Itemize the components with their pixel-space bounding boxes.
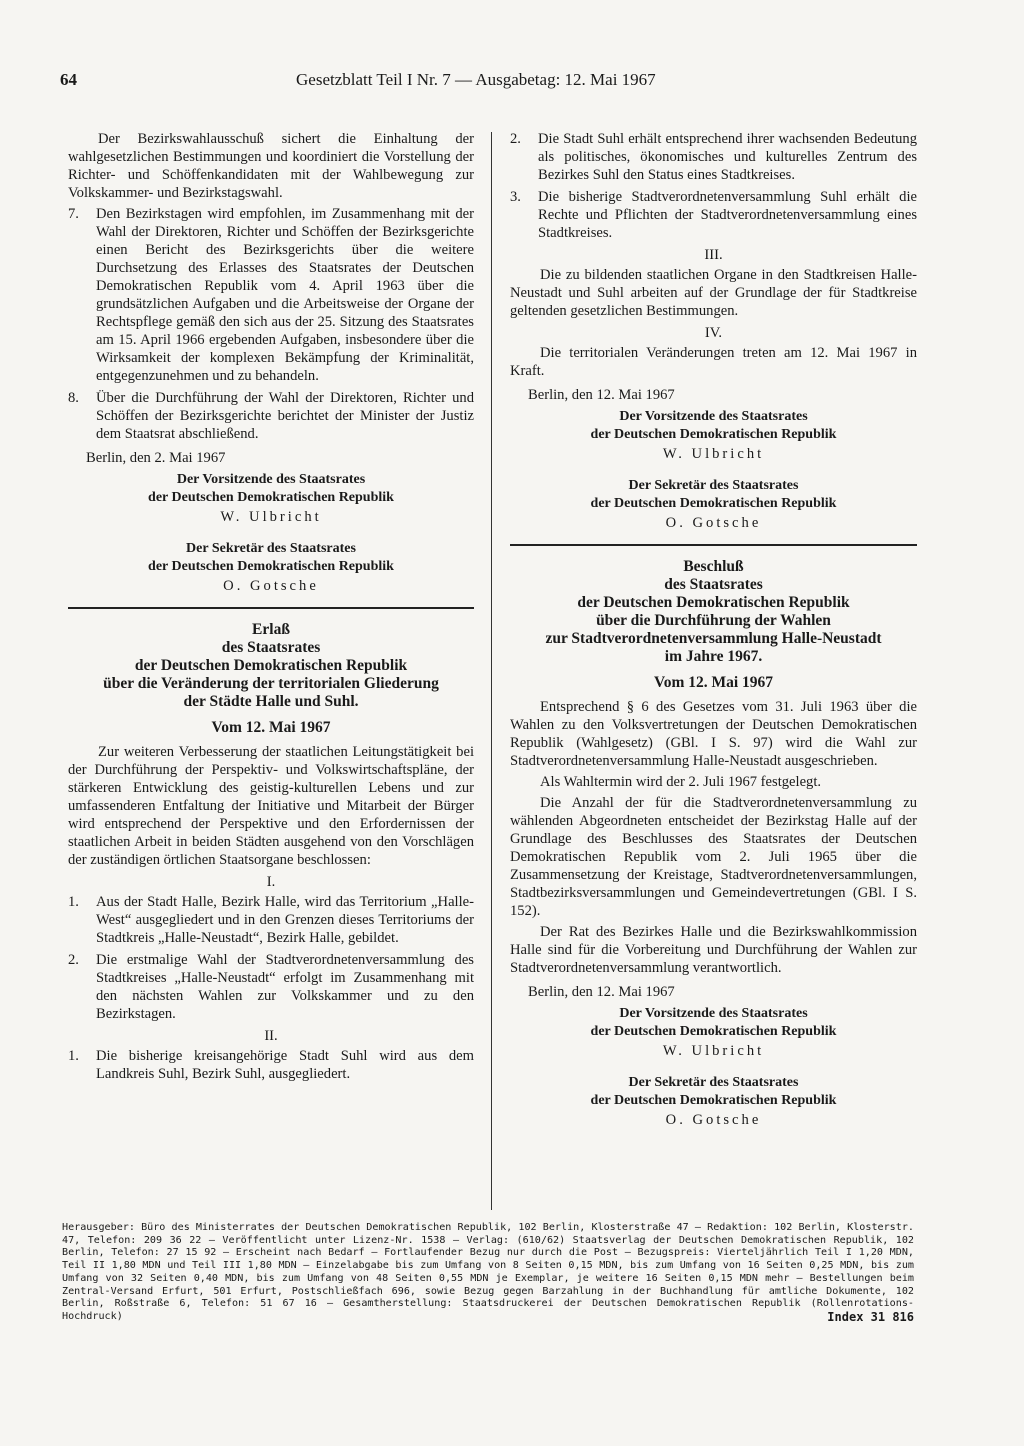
signature-title: Der Sekretär des Staatsrates xyxy=(628,1075,799,1090)
signature-block xyxy=(510,1005,917,1060)
section-heading: IV. xyxy=(704,325,723,341)
page-number: 64 xyxy=(60,70,77,89)
list-item xyxy=(510,188,917,242)
right-column xyxy=(510,130,917,1129)
item-text: Die bisherige kreisangehörige Stadt Suhl wird aus dem Landkreis Suhl, Bezirk Suhl, ausgegliedert. xyxy=(96,1048,474,1082)
item-text: Die bisherige Stadtverordnetenversammlung Suhl erhält die Rechte und Pflichten der Stadtverordnetenversammlung eines Stadtkreises. xyxy=(538,189,917,241)
place-date: Berlin, den 12. Mai 1967 xyxy=(528,387,675,403)
section-rule xyxy=(68,607,474,609)
imprint-text: Herausgeber: Büro des Ministerrates der Deutschen Demokratischen Republik, 102 Berlin, Klosterstraße 47 — Redaktion: 102 Berlin, Klosterstr. 47, Telefon: 209 36 22 — Veröffentlicht unter Lizenz-Nr. 1538 — Verlag: (610/62) Staatsverlag der Deutschen Demokratischen Republik, 102 Berlin, Telefon: 27 15 92 — Erscheint nach Bedarf — Fortlaufender Bezug nur durch die Post — Bezugspreis: Vierteljährlich Teil I 1,20 MDN, Teil II 1,80 MDN und Teil III 1,80 MDN — Einzelabgabe bis zum Umfang von 8 Seiten 0,15 MDN, bis zum Umfang von 16 Seiten 0,25 MDN, bis zum Umfang von 32 Seiten 0,40 MDN, bis zum Umfang von 48 Seiten 0,55 MDN je Exemplar, je weitere 16 Seiten 0,15 MDN mehr — Bestellungen beim Zentral-Versand Erfurt, 501 Erfurt, Postschließfach 696, sowie Bezug gegen Barzahlung in der Buchhandlung für amtliche Dokumente, 102 Berlin, Roßstraße 6, Telefon: 51 67 16 — Gesamtherstellung: Staatsdruckerei der Deutschen Demokratischen Republik (Rollenrotations-Hochdruck) xyxy=(62,1222,914,1322)
signature-title: der Deutschen Demokratischen Republik xyxy=(590,1093,837,1108)
section-heading: I. xyxy=(266,874,276,890)
list-item xyxy=(68,893,474,947)
signature-block xyxy=(510,477,917,532)
title-line: über die Durchführung der Wahlen xyxy=(596,612,831,629)
signature-title: der Deutschen Demokratischen Republik xyxy=(148,490,394,505)
running-title: Gesetzblatt Teil I Nr. 7 — Ausgabetag: 12. Mai 1967 xyxy=(296,70,656,89)
index-number: Index 31 816 xyxy=(819,1311,914,1324)
signature-title: der Deutschen Demokratischen Republik xyxy=(590,427,837,442)
title-line: des Staatsrates xyxy=(221,639,321,656)
signature-block xyxy=(68,471,474,526)
signature-title: Der Vorsitzende des Staatsrates xyxy=(619,1006,808,1021)
signature-name: O. Gotsche xyxy=(665,515,762,531)
item-number: 2. xyxy=(68,952,79,968)
list-item xyxy=(68,1047,474,1083)
item-text: Den Bezirkstagen wird empfohlen, im Zusammenhang mit der Wahl der Direktoren, Richter und Schöffen der Bezirksgerichte einen Bericht des Bezirksgerichts über die weitere Durchsetzung des Erlasses des Staatsrates der Deutschen Demokratischen Republik vom 4. April 1963 über die grundsätzlichen Aufgaben und die Arbeitsweise der Organe der Rechtspflege gemäß den sich aus der 25. Sitzung des Staatsrates am 15. April 1966 ergebenden Aufgaben, insbesondere über die Wirksamkeit der komplexen Bekämpfung der Kriminalität, entgegenzunehmen und zu behandeln. xyxy=(96,206,474,384)
title-line: der Städte Halle und Suhl. xyxy=(183,693,359,710)
list-item xyxy=(510,130,917,184)
title-line: über die Veränderung der territorialen Gliederung xyxy=(103,675,439,692)
section-heading: III. xyxy=(704,247,723,263)
list-item xyxy=(68,389,474,443)
item-text: Aus der Stadt Halle, Bezirk Halle, wird das Territorium „Halle-West“ ausgegliedert und in den Grenzen dieses Territoriums der Stadtkreis „Halle-Neustadt“, Bezirk Halle, gebildet. xyxy=(96,894,474,946)
item-number: 2. xyxy=(510,131,521,147)
title-line: Erlaß xyxy=(252,621,290,638)
title-line: der Deutschen Demokratischen Republik xyxy=(134,657,408,674)
signature-title: der Deutschen Demokratischen Republik xyxy=(148,559,394,574)
preamble-paragraph: Zur weiteren Verbesserung der staatlichen Leitungstätigkeit bei der Durchführung der Perspektiv- und Volkswirtschaftspläne, der stärkeren Entwicklung des geistig-kulturellen Lebens und zur umfassenderen Entfaltung der Initiative und Mitarbeit der Bürger wird entsprechend der Perspektive und den Erfordernissen der staatlichen Arbeit in beiden Städten ausgehend von den Vorschlägen der zuständigen örtlichen Staatsorgane beschlossen: xyxy=(68,744,474,868)
item-number: 1. xyxy=(68,1048,79,1064)
title-line: der Deutschen Demokratischen Republik xyxy=(577,594,850,611)
signature-name: W. Ulbricht xyxy=(662,1043,765,1059)
resolution-paragraph: Als Wahltermin wird der 2. Juli 1967 festgelegt. xyxy=(540,774,822,790)
title-line: des Staatsrates xyxy=(664,576,763,593)
item-number: 8. xyxy=(68,390,79,406)
signature-name: O. Gotsche xyxy=(665,1112,762,1128)
signature-block xyxy=(510,408,917,463)
place-date: Berlin, den 2. Mai 1967 xyxy=(86,450,226,466)
decree-title xyxy=(68,621,474,711)
resolution-paragraph: Entsprechend § 6 des Gesetzes vom 31. Juli 1963 über die Wahlen zu den Volksvertretungen der Deutschen Demokratischen Republik (Wahlgesetz) (GBl. I S. 97) wird die Wahl zur Stadtverordnetenversammlung Halle-Neustadt ausgeschrieben. xyxy=(510,699,917,769)
section-rule xyxy=(510,544,917,546)
signature-block xyxy=(510,1074,917,1129)
signature-name: W. Ulbricht xyxy=(220,509,322,525)
signature-title: Der Vorsitzende des Staatsrates xyxy=(619,409,808,424)
resolution-title xyxy=(510,558,917,666)
item-number: 7. xyxy=(68,206,79,222)
item-text: Über die Durchführung der Wahl der Direktoren, Richter und Schöffen der Bezirksgerichte berichtet der Minister der Justiz dem Staatsrat abschließend. xyxy=(96,390,474,442)
place-date: Berlin, den 12. Mai 1967 xyxy=(528,984,675,1000)
signature-block xyxy=(68,540,474,595)
column-divider xyxy=(491,132,492,1210)
item-number: 3. xyxy=(510,189,521,205)
section-heading: II. xyxy=(264,1028,278,1044)
signature-title: der Deutschen Demokratischen Republik xyxy=(590,1024,837,1039)
decree-date: Vom 12. Mai 1967 xyxy=(211,719,331,736)
signature-title: der Deutschen Demokratischen Republik xyxy=(590,496,837,511)
signature-title: Der Sekretär des Staatsrates xyxy=(186,541,356,556)
item-text: Die erstmalige Wahl der Stadtverordnetenversammlung des Stadtkreises „Halle-Neustadt“ erfolgt im Zusammenhang mit den nächsten Wahlen zur Volkskammer und zu den Bezirkstagen. xyxy=(96,952,474,1022)
resolution-paragraph: Der Rat des Bezirkes Halle und die Bezirkswahlkommission Halle sind für die Vorbereitung und Durchführung der Wahlen zur Stadtverordnetenversammlung verantwortlich. xyxy=(510,924,917,976)
imprint-footer xyxy=(62,1222,914,1324)
page-header xyxy=(60,70,920,100)
title-line: Beschluß xyxy=(683,558,744,575)
signature-name: W. Ulbricht xyxy=(662,446,765,462)
resolution-date: Vom 12. Mai 1967 xyxy=(653,674,774,691)
resolution-paragraph: Die Anzahl der für die Stadtverordnetenversammlung zu wählenden Abgeordneten entscheidet der Bezirkstag Halle auf der Grundlage des Beschlusses des Staatsrates der Deutschen Demokratischen Republik vom 2. Juli 1965 über die Zusammensetzung der Kreistage, Stadtverordnetenversammlungen, Stadtbezirksversammlungen und Gemeindevertretungen (GBl. I S. 152). xyxy=(510,795,917,919)
signature-name: O. Gotsche xyxy=(223,578,319,594)
title-line: zur Stadtverordnetenversammlung Halle-Neustadt xyxy=(545,630,882,647)
list-item xyxy=(68,205,474,385)
section-paragraph: Die zu bildenden staatlichen Organe in den Stadtkreisen Halle-Neustadt und Suhl arbeiten auf der Grundlage der für Stadtkreise geltenden gesetzlichen Bestimmungen. xyxy=(510,267,917,319)
item-number: 1. xyxy=(68,894,79,910)
section-paragraph: Die territorialen Veränderungen treten am 12. Mai 1967 in Kraft. xyxy=(510,345,917,379)
item-text: Die Stadt Suhl erhält entsprechend ihrer wachsenden Bedeutung als politisches, ökonomisches und kulturelles Zentrum des Bezirkes Suhl den Status eines Stadtkreises. xyxy=(538,131,917,183)
signature-title: Der Vorsitzende des Staatsrates xyxy=(176,472,366,487)
signature-title: Der Sekretär des Staatsrates xyxy=(628,478,799,493)
list-item xyxy=(68,951,474,1023)
intro-paragraph: Der Bezirkswahlausschuß sichert die Einhaltung der wahlgesetzlichen Bestimmungen und koordiniert die Vorstellung der Richter- und Schöffenkandidaten mit der Wahlbewegung zur Volkskammer- und Bezirkstagswahl. xyxy=(68,131,474,201)
left-column xyxy=(68,130,474,1087)
title-line: im Jahre 1967. xyxy=(664,648,763,665)
